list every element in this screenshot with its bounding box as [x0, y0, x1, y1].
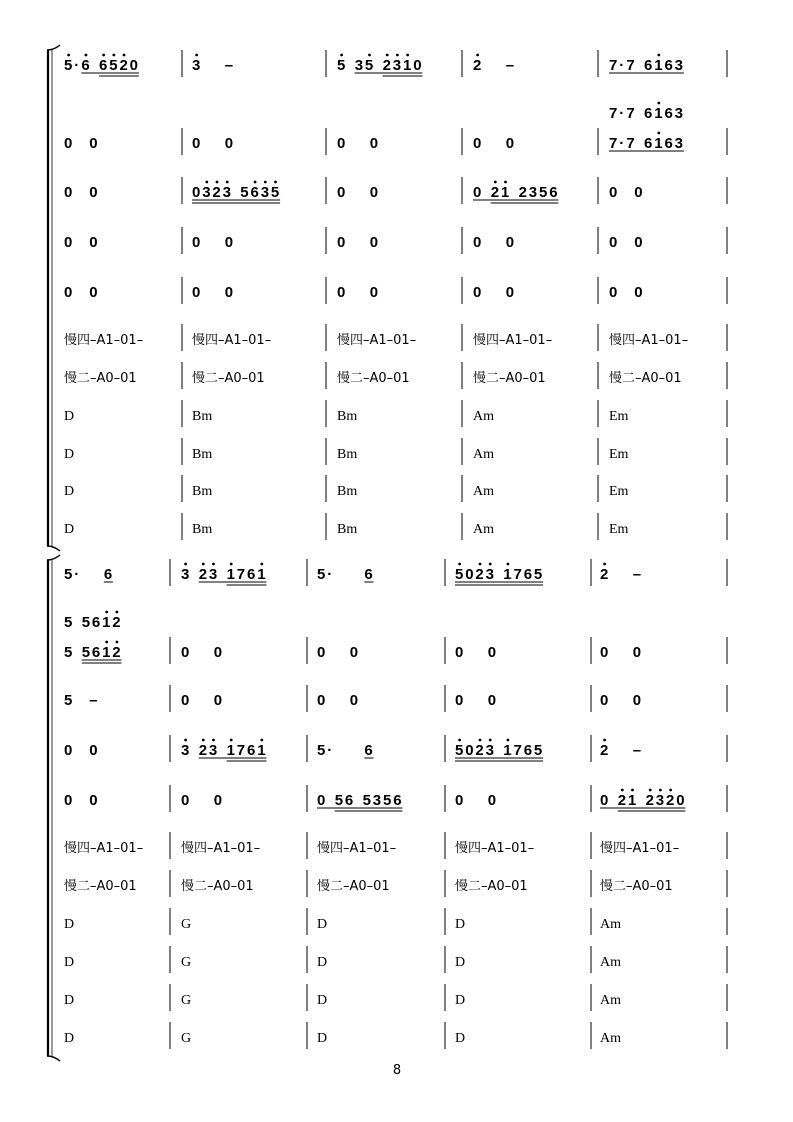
note: 3	[674, 135, 683, 152]
chord-symbol: Bm	[192, 484, 213, 499]
note: 3	[202, 184, 211, 201]
note: 1	[403, 57, 412, 74]
note: 6	[644, 135, 653, 152]
note: 0	[224, 135, 234, 152]
chord-symbol: Am	[600, 993, 621, 1008]
note: 5	[539, 184, 548, 201]
note: 5	[109, 57, 118, 74]
octave-dot	[507, 563, 510, 566]
note: 0	[89, 742, 98, 759]
chord-symbol: Bm	[337, 447, 358, 462]
note: 2	[473, 57, 482, 74]
note: 0	[64, 742, 73, 759]
chord-symbol: Am	[600, 917, 621, 932]
octave-dot	[116, 611, 119, 614]
note: 0	[64, 792, 73, 809]
note: 6	[103, 566, 113, 583]
note: 6	[81, 57, 90, 74]
note: 0	[213, 644, 223, 661]
note: 0	[129, 57, 138, 74]
note: 5	[64, 614, 73, 631]
rhythm-label: 慢四–A1–01–	[181, 841, 261, 856]
note: 3	[485, 742, 494, 759]
note: 0	[487, 792, 497, 809]
note: 7	[236, 742, 246, 759]
octave-dot	[657, 132, 660, 135]
octave-dot	[274, 181, 277, 184]
note: 3	[181, 566, 190, 583]
note: 0	[634, 184, 643, 201]
chord-symbol: Em	[609, 522, 629, 537]
note: 0	[181, 644, 190, 661]
note: 5	[317, 566, 326, 583]
note: ·	[619, 57, 625, 74]
note: 2	[600, 742, 609, 759]
note: 6	[393, 792, 402, 809]
note: 2	[382, 57, 391, 74]
chord-symbol: D	[317, 1031, 328, 1046]
note: 6	[91, 644, 101, 661]
chord-symbol: D	[64, 993, 75, 1008]
note: 0	[181, 692, 190, 709]
chord-symbol: D	[64, 917, 75, 932]
note: 0	[413, 57, 422, 74]
note: 0	[473, 184, 482, 201]
note: 2	[475, 566, 484, 583]
chord-symbol: Am	[600, 1031, 621, 1046]
chord-symbol: Am	[600, 955, 621, 970]
chord-symbol: Em	[609, 447, 629, 462]
rhythm-label: 慢二–A0–01	[181, 879, 254, 894]
note: 5	[364, 57, 374, 74]
note: 7	[513, 742, 522, 759]
note: 3	[208, 566, 218, 583]
note: 0	[455, 792, 464, 809]
note: 2	[617, 792, 627, 809]
octave-dot	[216, 181, 219, 184]
note: ·	[327, 742, 333, 759]
octave-dot	[396, 54, 399, 57]
note: 0	[369, 135, 379, 152]
note: 0	[224, 234, 234, 251]
note: 0	[465, 566, 474, 583]
note: ·	[74, 566, 80, 583]
note: 1	[627, 792, 637, 809]
note: 7	[626, 57, 635, 74]
note: 2	[518, 184, 527, 201]
note: 1	[654, 135, 663, 152]
octave-dot	[116, 641, 119, 644]
note: 0	[89, 135, 98, 152]
octave-dot	[507, 739, 510, 742]
rhythm-label: 慢四–A1–01–	[337, 333, 417, 348]
octave-dot	[340, 54, 343, 57]
note: 2	[490, 184, 500, 201]
chord-symbol: D	[64, 955, 75, 970]
octave-dot	[205, 181, 208, 184]
note: 0	[473, 135, 482, 152]
note: 0	[369, 284, 379, 301]
note: 0	[465, 742, 474, 759]
chord-symbol: D	[455, 917, 466, 932]
note: 1	[257, 566, 266, 583]
chord-symbol: Bm	[337, 522, 358, 537]
chord-symbol: Am	[473, 409, 494, 424]
octave-dot	[659, 789, 662, 792]
note: 6	[99, 57, 108, 74]
octave-dot	[669, 789, 672, 792]
octave-dot	[476, 54, 479, 57]
note: 6	[549, 184, 558, 201]
note: 2	[112, 644, 121, 661]
note: 0	[609, 284, 618, 301]
note: 0	[600, 692, 609, 709]
note: 2	[198, 742, 208, 759]
note: –	[632, 566, 642, 583]
note: 6	[523, 742, 533, 759]
octave-dot	[489, 739, 492, 742]
note: ·	[619, 105, 625, 122]
note: 5	[64, 566, 73, 583]
rhythm-label: 慢四–A1–01–	[64, 333, 144, 348]
note: 3	[674, 105, 683, 122]
note: 5	[334, 792, 344, 809]
chord-symbol: Bm	[192, 522, 213, 537]
note: 5	[81, 644, 91, 661]
note: 0	[64, 135, 73, 152]
note: 3	[181, 742, 190, 759]
octave-dot	[212, 563, 215, 566]
note: 0	[632, 692, 642, 709]
note: 0	[473, 234, 482, 251]
note: ·	[74, 57, 80, 74]
note: 3	[392, 57, 402, 74]
note: 0	[89, 234, 98, 251]
note: 0	[609, 184, 618, 201]
note: 0	[317, 644, 326, 661]
octave-dot	[368, 54, 371, 57]
note: 0	[317, 792, 326, 809]
chord-symbol: G	[181, 917, 192, 932]
octave-dot	[202, 739, 205, 742]
note: 2	[600, 566, 609, 583]
note: 3	[674, 57, 683, 74]
note: 1	[503, 566, 512, 583]
note: 7	[609, 57, 618, 74]
octave-dot	[123, 54, 126, 57]
octave-dot	[67, 54, 70, 57]
chord-symbol: D	[64, 522, 75, 537]
octave-dot	[260, 563, 263, 566]
note: 5	[455, 742, 464, 759]
note: 0	[337, 234, 346, 251]
chord-symbol: Em	[609, 484, 629, 499]
note: 0	[337, 184, 346, 201]
note: 0	[64, 284, 73, 301]
octave-dot	[184, 563, 187, 566]
note: 5	[270, 184, 280, 201]
note: 1	[654, 105, 663, 122]
rhythm-label: 慢二–A0–01	[317, 879, 390, 894]
octave-dot	[603, 739, 606, 742]
chord-symbol: Am	[473, 522, 494, 537]
note: 3	[655, 792, 665, 809]
note: 0	[224, 284, 234, 301]
rhythm-label: 慢二–A0–01	[337, 371, 410, 386]
note: 6	[664, 57, 673, 74]
chord-symbol: Am	[473, 447, 494, 462]
note: –	[224, 57, 234, 74]
bracket-hook-bottom	[47, 546, 60, 551]
note: 6	[664, 105, 673, 122]
rhythm-label: 慢四–A1–01–	[192, 333, 272, 348]
note: 0	[181, 792, 190, 809]
note: 5	[337, 57, 346, 74]
note: 0	[89, 184, 98, 201]
note: 0	[676, 792, 685, 809]
note: 5	[64, 57, 73, 74]
octave-dot	[657, 102, 660, 105]
note: 2	[119, 57, 128, 74]
note: 1	[503, 742, 512, 759]
octave-dot	[85, 54, 88, 57]
note: 2	[112, 614, 121, 631]
note: 5	[64, 644, 73, 661]
score-content	[47, 45, 727, 1061]
chord-symbol: G	[181, 993, 192, 1008]
note: 6	[523, 566, 533, 583]
rhythm-label: 慢四–A1–01–	[64, 841, 144, 856]
note: 3	[222, 184, 231, 201]
note: 0	[369, 184, 379, 201]
rhythm-label: 慢二–A0–01	[609, 371, 682, 386]
note: 7	[513, 566, 522, 583]
octave-dot	[657, 54, 660, 57]
octave-dot	[489, 563, 492, 566]
chord-symbol: Bm	[192, 409, 213, 424]
note: 7	[609, 135, 618, 152]
note: 5	[383, 792, 392, 809]
note: 5	[240, 184, 249, 201]
note: 0	[89, 792, 98, 809]
note: 7	[626, 135, 635, 152]
rhythm-label: 慢四–A1–01–	[455, 841, 535, 856]
note: 6	[247, 566, 256, 583]
octave-dot	[260, 739, 263, 742]
rhythm-label: 慢四–A1–01–	[609, 333, 689, 348]
chord-symbol: Em	[609, 409, 629, 424]
note: 0	[487, 692, 497, 709]
octave-dot	[603, 563, 606, 566]
note: 6	[364, 566, 373, 583]
octave-dot	[230, 739, 233, 742]
note: 3	[528, 184, 538, 201]
note: 0	[349, 692, 359, 709]
note: –	[632, 742, 642, 759]
note: 6	[364, 742, 373, 759]
note: 6	[344, 792, 354, 809]
chord-symbol: D	[317, 955, 328, 970]
chord-symbol: D	[64, 447, 75, 462]
bracket-hook-top	[47, 555, 60, 560]
note: 5	[533, 566, 543, 583]
note: ·	[327, 566, 333, 583]
octave-dot	[458, 739, 461, 742]
note: 1	[654, 57, 663, 74]
note: 0	[64, 184, 73, 201]
note: 3	[192, 57, 201, 74]
note: 5	[64, 692, 73, 709]
octave-dot	[621, 789, 624, 792]
note: 0	[192, 184, 201, 201]
note: 0	[192, 234, 201, 251]
note: 3	[372, 792, 382, 809]
note: 3	[208, 742, 218, 759]
octave-dot	[458, 563, 461, 566]
note: 0	[317, 692, 326, 709]
note: 1	[102, 644, 111, 661]
chord-symbol: D	[64, 1031, 75, 1046]
note: 7	[626, 105, 635, 122]
note: 0	[634, 234, 643, 251]
chord-symbol: Bm	[192, 447, 213, 462]
rhythm-label: 慢四–A1–01–	[317, 841, 397, 856]
note: 7	[236, 566, 246, 583]
note: 0	[600, 644, 609, 661]
octave-dot	[386, 54, 389, 57]
chord-symbol: Bm	[337, 409, 358, 424]
note: 0	[600, 792, 609, 809]
octave-dot	[254, 181, 257, 184]
note: 0	[505, 135, 515, 152]
octave-dot	[105, 641, 108, 644]
note: 6	[247, 742, 256, 759]
octave-dot	[102, 54, 105, 57]
octave-dot	[184, 739, 187, 742]
octave-dot	[406, 54, 409, 57]
octave-dot	[504, 181, 507, 184]
note: 0	[487, 644, 497, 661]
rhythm-label: 慢二–A0–01	[600, 879, 673, 894]
octave-dot	[494, 181, 497, 184]
note: 0	[213, 692, 223, 709]
chord-symbol: G	[181, 955, 192, 970]
note: –	[505, 57, 515, 74]
note: 0	[64, 234, 73, 251]
note: 0	[89, 284, 98, 301]
note: 0	[337, 135, 346, 152]
note: 1	[226, 566, 235, 583]
rhythm-label: 慢四–A1–01–	[473, 333, 553, 348]
chord-symbol: Bm	[337, 484, 358, 499]
note: 0	[192, 284, 201, 301]
octave-dot	[479, 739, 482, 742]
note: 0	[505, 284, 515, 301]
page-number: 8	[392, 1063, 402, 1078]
note: 6	[644, 57, 653, 74]
chord-symbol: D	[317, 993, 328, 1008]
octave-dot	[479, 563, 482, 566]
rhythm-label: 慢二–A0–01	[64, 879, 137, 894]
note: 0	[337, 284, 346, 301]
note: 3	[485, 566, 494, 583]
note: 0	[473, 284, 482, 301]
chord-symbol: D	[317, 917, 328, 932]
note: 2	[645, 792, 654, 809]
note: ·	[619, 135, 625, 152]
note: 0	[609, 234, 618, 251]
note: 0	[213, 792, 223, 809]
rhythm-label: 慢二–A0–01	[64, 371, 137, 386]
octave-dot	[226, 181, 229, 184]
chord-symbol: Am	[473, 484, 494, 499]
note: 0	[455, 692, 464, 709]
note: 1	[500, 184, 510, 201]
note: 0	[505, 234, 515, 251]
chord-symbol: D	[455, 993, 466, 1008]
note: 2	[666, 792, 675, 809]
octave-dot	[105, 611, 108, 614]
note: 2	[212, 184, 221, 201]
chord-symbol: G	[181, 1031, 192, 1046]
note: 0	[455, 644, 464, 661]
chord-symbol: D	[64, 484, 75, 499]
note: 2	[198, 566, 208, 583]
octave-dot	[112, 54, 115, 57]
note: –	[89, 692, 98, 709]
note: 3	[260, 184, 270, 201]
note: 5	[81, 614, 91, 631]
note: 0	[634, 284, 643, 301]
rhythm-label: 慢四–A1–01–	[600, 841, 680, 856]
note: 0	[632, 644, 642, 661]
note: 6	[664, 135, 673, 152]
bracket-hook-top	[47, 45, 60, 50]
note: 3	[354, 57, 364, 74]
note: 1	[102, 614, 111, 631]
octave-dot	[195, 54, 198, 57]
note: 0	[192, 135, 201, 152]
chord-symbol: D	[64, 409, 75, 424]
octave-dot	[264, 181, 267, 184]
note: 5	[317, 742, 326, 759]
note: 6	[250, 184, 259, 201]
note: 5	[362, 792, 371, 809]
note: 6	[91, 614, 101, 631]
octave-dot	[212, 739, 215, 742]
note: 5	[455, 566, 464, 583]
note: 2	[475, 742, 484, 759]
chord-symbol: D	[455, 955, 466, 970]
octave-dot	[230, 563, 233, 566]
rhythm-label: 慢二–A0–01	[192, 371, 265, 386]
rhythm-label: 慢二–A0–01	[455, 879, 528, 894]
octave-dot	[631, 789, 634, 792]
note: 6	[644, 105, 653, 122]
chord-symbol: D	[455, 1031, 466, 1046]
octave-dot	[649, 789, 652, 792]
bracket-hook-bottom	[47, 1056, 60, 1061]
rhythm-label: 慢二–A0–01	[473, 371, 546, 386]
note: 7	[609, 105, 618, 122]
note: 0	[369, 234, 379, 251]
note: 1	[226, 742, 235, 759]
note: 5	[533, 742, 543, 759]
octave-dot	[202, 563, 205, 566]
note: 1	[257, 742, 266, 759]
note: 0	[349, 644, 359, 661]
